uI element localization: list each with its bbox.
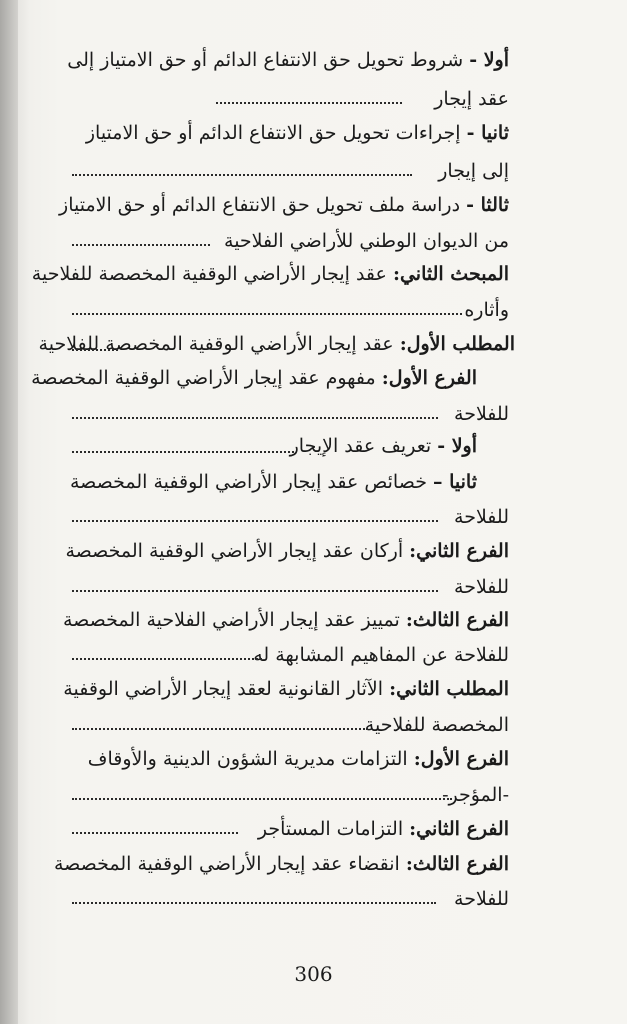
toc-entry-continuation: عقد إيجار — [434, 88, 509, 110]
toc-entry-title: أركان عقد إيجار الأراضي الوقفية المخصصة — [65, 540, 404, 562]
toc-entry-continuation: للفلاحة — [454, 576, 509, 598]
toc-entry-title: عقد إيجار الأراضي الوقفية المخصصة للفلاحية — [31, 263, 387, 285]
toc-entry-continuation: للفلاحة — [454, 403, 509, 425]
toc-entry-label: الفرع الثالث: — [405, 609, 509, 631]
toc-entry-title: عقد إيجار الأراضي الوقفية المخصصة للفلاحية — [38, 333, 394, 355]
dot-leader — [72, 520, 438, 522]
dot-leader — [72, 244, 210, 246]
toc-entry-label: الفرع الثالث: — [405, 853, 509, 875]
toc-entry-title: إجراءات تحويل حق الانتفاع الدائم أو حق الامتياز — [85, 122, 461, 144]
toc-entry — [70, 463, 477, 501]
toc-entry-continuation: للفلاحة — [454, 506, 509, 528]
toc-entry — [290, 427, 477, 465]
dot-leader — [72, 349, 118, 351]
toc-entry-continuation: وأثاره — [464, 299, 509, 321]
toc-entry — [54, 845, 509, 883]
toc-entry-continuation: إلى إيجار — [438, 160, 509, 182]
toc-entry-title: خصائص عقد إيجار الأراضي الوقفية المخصصة — [69, 471, 427, 493]
toc-entry-title: تعريف عقد الإيجار — [289, 435, 432, 457]
toc-entry — [65, 532, 509, 570]
toc-entry-continuation: للفلاحة — [454, 888, 509, 910]
toc-entry — [63, 601, 509, 639]
toc-entry-label: المطلب الثاني: — [389, 678, 509, 700]
toc-entry-continuation: للفلاحة عن المفاهيم المشابهة له — [253, 644, 509, 666]
toc-entry-title: التزامات المستأجر — [257, 818, 404, 840]
toc-entry — [88, 740, 509, 778]
toc-entry-label: المطلب الأول: — [399, 333, 515, 355]
dot-leader — [72, 174, 412, 176]
dot-leader — [72, 417, 438, 419]
toc-entry-title: انقضاء عقد إيجار الأراضي الوقفية المخصصة — [53, 853, 400, 875]
toc-entry-label: الفرع الأول: — [381, 367, 477, 389]
toc-entry-label: الفرع الثاني: — [409, 818, 509, 840]
toc-entry — [31, 359, 477, 397]
toc-entry-continuation: -المؤجر- — [442, 784, 509, 806]
page-number: 306 — [294, 962, 333, 986]
toc-entry-label: الفرع الثاني: — [409, 540, 509, 562]
toc-entry — [32, 255, 509, 293]
toc-entry-label: الفرع الأول: — [413, 748, 509, 770]
toc-entry — [59, 186, 509, 224]
dot-leader — [72, 902, 436, 904]
toc-entry-label: ثالثا - — [466, 194, 509, 216]
toc-entry-title: الآثار القانونية لعقد إيجار الأراضي الوقفية — [63, 678, 384, 700]
toc-entry-label: أولا - — [437, 435, 477, 457]
toc-entry — [39, 325, 515, 363]
dot-leader — [72, 451, 294, 453]
toc-entry-label: ثانيا - — [466, 122, 509, 144]
dot-leader — [216, 102, 402, 104]
dot-leader — [72, 832, 238, 834]
dot-leader — [72, 728, 368, 730]
dot-leader — [72, 313, 462, 315]
toc-entry-label: المبحث الثاني: — [392, 263, 509, 285]
binding-gutter — [0, 0, 18, 1024]
toc-entry-continuation: من الديوان الوطني للأراضي الفلاحية — [224, 230, 509, 252]
dot-leader — [72, 590, 438, 592]
toc-entry — [86, 114, 509, 152]
toc-entry-label: أولا - — [469, 49, 509, 71]
toc-entry — [67, 41, 509, 79]
toc-entry — [63, 670, 509, 708]
toc-entry-title: التزامات مديرية الشؤون الدينية والأوقاف — [87, 748, 408, 770]
dot-leader — [72, 658, 262, 660]
toc-entry-label: ثانيا – — [432, 471, 477, 493]
dot-leader — [72, 798, 452, 800]
toc-entry-title: تمييز عقد إيجار الأراضي الفلاحية المخصصة — [62, 609, 400, 631]
toc-entry-continuation: المخصصة للفلاحية — [364, 714, 509, 736]
toc-entry-title: دراسة ملف تحويل حق الانتفاع الدائم أو حق الامتياز — [59, 194, 461, 216]
toc-entry — [258, 810, 509, 848]
toc-entry-title: مفهوم عقد إيجار الأراضي الوقفية المخصصة — [31, 367, 376, 389]
toc-entry-title: شروط تحويل حق الانتفاع الدائم أو حق الامتياز إلى — [67, 49, 464, 71]
